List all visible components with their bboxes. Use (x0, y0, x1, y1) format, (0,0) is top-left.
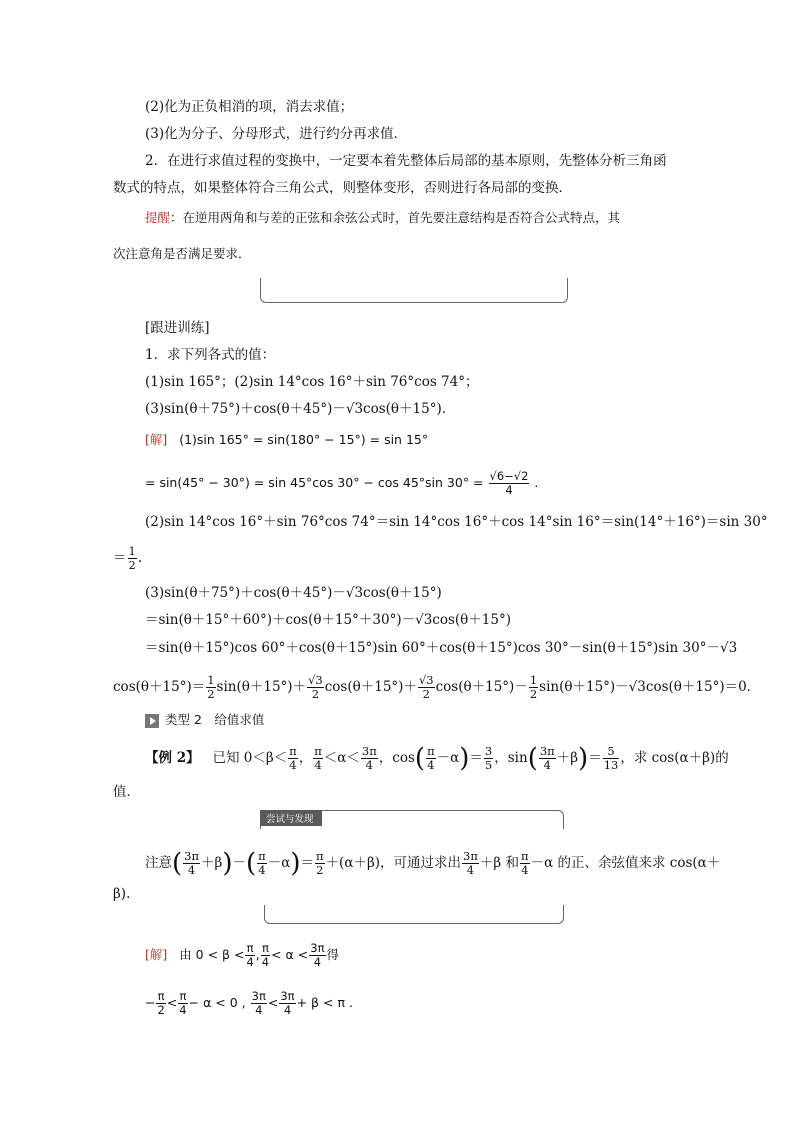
example2-label: 【例 2】 (145, 750, 200, 766)
question-title: 1．求下列各式的值： (145, 347, 276, 363)
try-box-bottom (264, 905, 564, 924)
training-header: [跟进训练] (145, 320, 210, 336)
tip-label: 提醒 (145, 210, 171, 225)
method-para-line2: 数式的特点，如果整体符合三角公式，则整体变形，否则进行各局部的变换． (113, 180, 572, 196)
solution2-line2: ＝ $\frac{1}{2}$ . (113, 544, 143, 572)
solution3-line2: ＝sin(θ＋15°＋60°)＋cos(θ＋15°＋30°)－√3cos(θ＋15°) (145, 612, 511, 628)
tip-line1 (145, 208, 620, 228)
example2-line2: 值． (113, 784, 140, 800)
solution-ex2-line2: − $\frac{\pi}{2}$ < $\frac{\pi}{4}$ − α < 0 , $\frac{3\pi}{4}$ < $\frac{3\pi}{4}$ + β < π . (145, 989, 353, 1017)
play-triangle-icon (145, 714, 159, 728)
one-half-fraction: $\frac{1}{2}$ (128, 544, 136, 572)
solution1-line2-text: = sin(45° − 30°) = sin 45°cos 30° − cos 45°sin 30° = (145, 475, 484, 490)
example2-line1: 【例 2】 已知 0＜β＜ $\frac{\pi}{4}$ ， $\frac{\pi}{4}$ ＜α＜ $\frac{3\pi}{4}$ ，cos( $\frac{\pi}{4}$ －α)＝ $\frac{3}{5}$ ，sin( $\frac{3\pi}{4}$ ＋β)＝ $\frac{5}{13}$ ，求 cos(α＋β)的 (145, 743, 729, 774)
solution1-fraction: $\frac{√6-√2}{4}$ (489, 469, 529, 497)
method-item-2: (2)化为正负相消的项，消去求值； (145, 99, 354, 115)
solution-ex2-label: [解] (145, 947, 168, 962)
solution3-line3: ＝sin(θ＋15°)cos 60°＋cos(θ＋15°)sin 60°＋cos(θ＋15°)cos 30°－sin(θ＋15°)sin 30°－√3 (145, 640, 738, 656)
solution-ex2-line1: [解] 由 0 < β < $\frac{\pi}{4}$ , $\frac{\pi}{4}$ < α < $\frac{3\pi}{4}$ 得 (145, 941, 340, 969)
empty-bracket-box (260, 278, 568, 303)
question-line2: (3)sin(θ＋75°)＋cos(θ＋45°)－√3cos(θ＋15°)． (145, 401, 456, 417)
try-box-line2: β). (113, 886, 131, 902)
try-box-tag: 尝试与发现 (260, 810, 322, 826)
solution1-line2: = sin(45° − 30°) = sin 45°cos 30° − cos 45°sin 30° = $\frac{√6-√2}{4}$ . (145, 469, 539, 497)
try-box-line1: 注意( $\frac{3\pi}{4}$ ＋β)－( $\frac{\pi}{4}$ －α)＝ $\frac{\pi}{2}$ ＋(α＋β)，可通过求出 $\frac{3\pi}{4}$ ＋β 和 $\frac{\pi}{4}$ －α 的正、余弦值来求 cos(α＋ (145, 848, 721, 879)
tip-line2: 次注意角是否满足要求． (113, 246, 251, 261)
solution-label: [解] (145, 432, 168, 447)
solution3-line1: (3)sin(θ＋75°)＋cos(θ＋45°)－√3cos(θ＋15°) (145, 585, 442, 601)
method-para-line1: 2．在进行求值过程的变换中，一定要本着先整体后局部的基本原则，先整体分析三角函 (145, 153, 667, 169)
solution1-line1 (145, 430, 428, 450)
method-item-3: (3)化为分子、分母形式，进行约分再求值． (145, 126, 408, 142)
solution3-line4: cos(θ＋15°)＝ $\frac{1}{2}$ sin(θ＋15°)＋ $\frac{√3}{2}$ cos(θ＋15°)＋ $\frac{√3}{2}$ cos(θ＋15°)－ $\frac{1}{2}$ sin(θ＋15°)－√3cos(θ＋15°)＝0． (113, 673, 761, 701)
solution2-line1: (2)sin 14°cos 16°＋sin 76°cos 74°＝sin 14°cos 16°＋cos 14°sin 16°＝sin(14°＋16°)＝sin 30° (145, 514, 768, 530)
question-line1: (1)sin 165°；(2)sin 14°cos 16°＋sin 76°cos 74°； (145, 374, 479, 390)
type2-header: 类型 2 给值求值 (145, 710, 264, 730)
tip-text: ：在逆用两角和与差的正弦和余弦公式时，首先要注意结构是否符合公式特点，其 (170, 210, 621, 225)
solution1-text: (1)sin 165° = sin(180° − 15°) = sin 15° (179, 432, 429, 447)
